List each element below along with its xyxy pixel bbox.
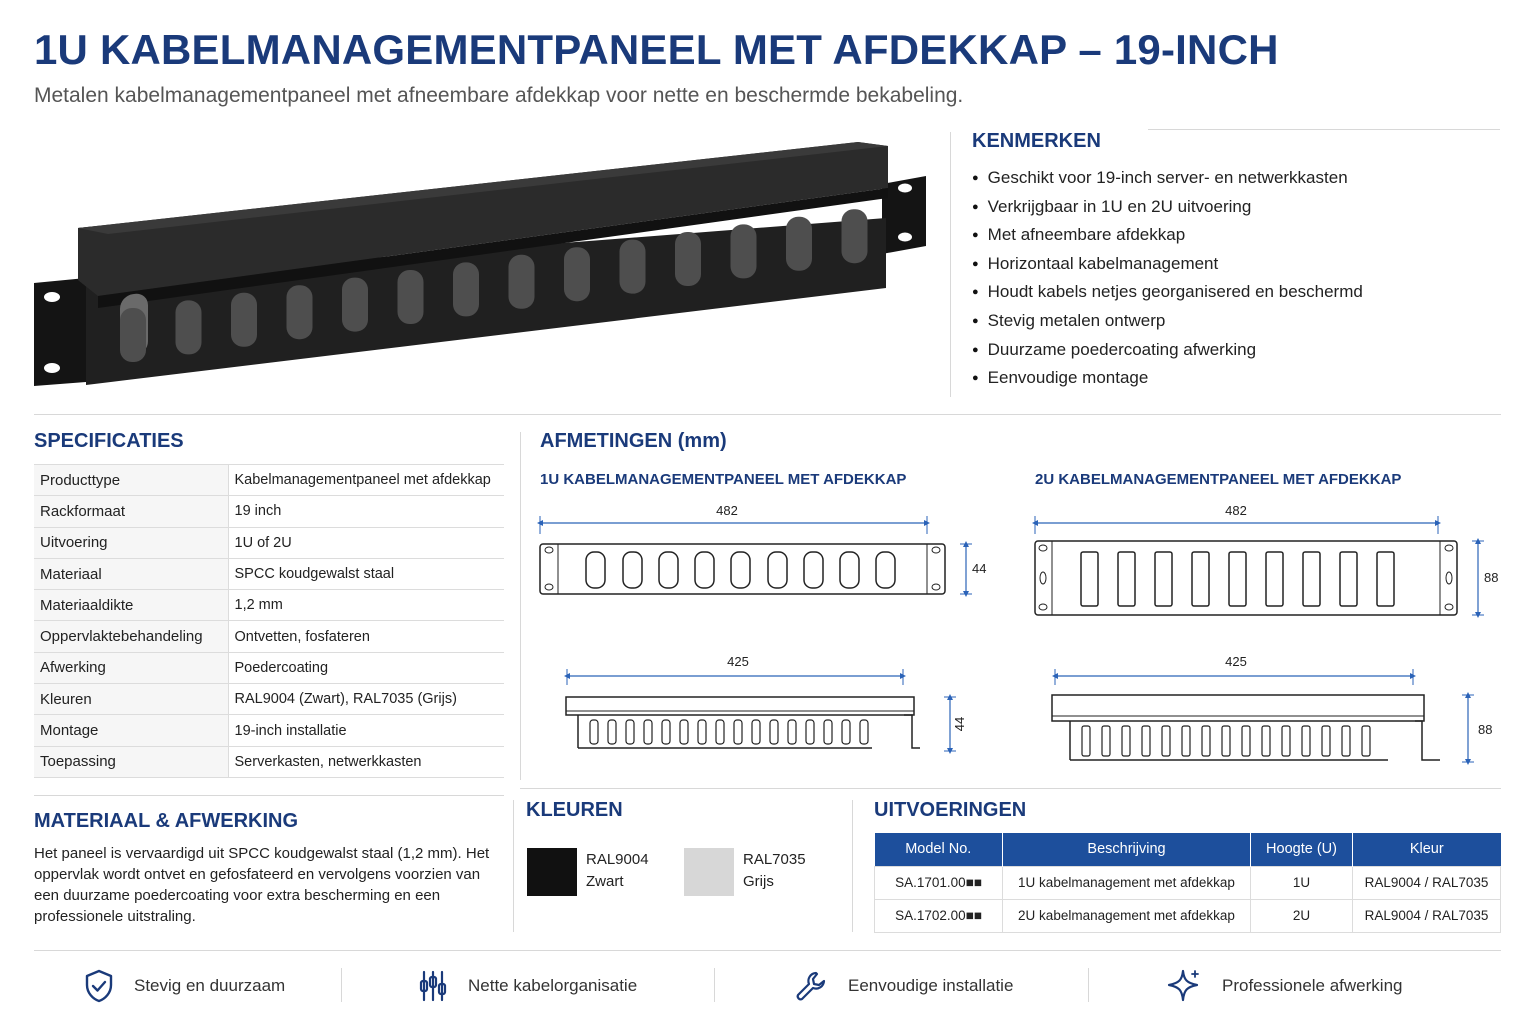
footer-label: Professionele afwerking: [1222, 976, 1403, 995]
dim-1u-height: 44: [972, 561, 987, 576]
features-title: KENMERKEN: [972, 130, 1101, 152]
panel-slot: [231, 293, 257, 347]
column-header: Kleur: [1353, 833, 1501, 866]
spec-label: Rackformaat: [34, 496, 228, 527]
spec-label: Afwerking: [34, 652, 228, 683]
feature-item: ● Eenvoudige montage: [972, 366, 1363, 395]
panel-slot: [564, 247, 590, 301]
feature-item: ● Horizontaal kabelmanagement: [972, 252, 1363, 281]
spec-value: 19-inch installatie: [228, 715, 504, 746]
footer-item-installation: [794, 968, 1013, 1004]
sparkle-icon: [1166, 968, 1202, 1004]
color-swatch-black: [527, 848, 577, 896]
table-header-row: [875, 833, 1501, 866]
table-row: [34, 527, 504, 558]
panel-slot: [342, 278, 368, 332]
table-row: [34, 465, 504, 496]
dim-2u-depth: 425: [1225, 654, 1247, 669]
spec-value: 1U of 2U: [228, 527, 504, 558]
dim-1u-side-height: 44: [952, 716, 967, 732]
spec-label: Montage: [34, 715, 228, 746]
feature-item: ● Verkrijgbaar in 1U en 2U uitvoering: [972, 195, 1363, 224]
page-subtitle: Metalen kabelmanagementpaneel met afneembare afdekkap voor nette en beschermde bekabeling.: [34, 84, 964, 107]
panel-2u-title: 2U KABELMANAGEMENTPANEEL MET AFDEKKAP: [1035, 471, 1402, 488]
panel-slot: [120, 308, 146, 362]
feature-item: ● Stevig metalen ontwerp: [972, 309, 1363, 338]
spec-value: 1,2 mm: [228, 590, 504, 621]
table-cell: RAL9004 / RAL7035: [1353, 899, 1501, 932]
spec-value: SPCC koudgewalst staal: [228, 558, 504, 589]
color-name: Grijs: [743, 873, 774, 890]
material-title: MATERIAAL & AFWERKING: [34, 810, 299, 832]
spec-value: Poedercoating: [228, 652, 504, 683]
table-cell: 1U: [1251, 866, 1353, 899]
dimensions-title: AFMETINGEN (mm): [540, 430, 727, 452]
product-image: [20, 120, 940, 410]
table-row: [34, 652, 504, 683]
panel-slot: [453, 262, 479, 316]
table-row: [34, 746, 504, 777]
spec-label: Materiaaldikte: [34, 590, 228, 621]
panel-slot: [731, 224, 757, 278]
dim-1u-width: 482: [716, 503, 738, 518]
table-cell: 2U: [1251, 899, 1353, 932]
footer-label: Stevig en duurzaam: [134, 976, 286, 995]
spec-value: Serverkasten, netwerkkasten: [228, 746, 504, 777]
spec-value: RAL9004 (Zwart), RAL7035 (Grijs): [228, 684, 504, 715]
material-text: Het paneel is vervaardigd uit SPCC koudgewalst staal (1,2 mm). Het oppervlak wordt ontvet en gefosfateerd en vervolgens voorzien van een duurzame poedercoating voor extra bescherming en een professionele uitstraling.: [34, 845, 490, 925]
footer-label: Nette kabelorganisatie: [468, 976, 638, 995]
page-title: 1U KABELMANAGEMENTPANEEL MET AFDEKKAP – 19-INCH: [34, 26, 1279, 73]
column-header: Model No.: [875, 833, 1003, 866]
spec-label: Toepassing: [34, 746, 228, 777]
color-name: Zwart: [586, 873, 624, 890]
spec-value: 19 inch: [228, 496, 504, 527]
panel-slot: [675, 232, 701, 286]
specs-title: SPECIFICATIES: [34, 430, 184, 452]
shield-check-icon: [84, 969, 114, 1003]
feature-item: ● Geschikt voor 19-inch server- en netwerkkasten: [972, 166, 1363, 195]
spec-label: Materiaal: [34, 558, 228, 589]
table-cell: SA.1701.00■■: [875, 866, 1003, 899]
feature-item: ● Houdt kabels netjes georganisered en beschermd: [972, 280, 1363, 309]
cable-organizer-icon: [418, 969, 448, 1003]
panel-slot: [398, 270, 424, 324]
table-cell: SA.1702.00■■: [875, 899, 1003, 932]
panel-slot: [842, 209, 868, 263]
dim-2u-height: 88: [1484, 570, 1499, 585]
panel-slot: [287, 285, 313, 339]
table-row: [875, 899, 1501, 932]
spec-value: Kabelmanagementpaneel met afdekkap: [228, 465, 504, 496]
panel-slot: [786, 217, 812, 271]
spec-value: Ontvetten, fosfateren: [228, 621, 504, 652]
feature-item: ● Duurzame poedercoating afwerking: [972, 338, 1363, 367]
specs-table: [34, 464, 504, 778]
variants-table: [874, 833, 1501, 933]
color-code: RAL9004: [586, 851, 649, 868]
features-list: [972, 166, 1363, 395]
table-row: [875, 866, 1501, 899]
table-row: [34, 496, 504, 527]
table-cell: 1U kabelmanagement met afdekkap: [1003, 866, 1251, 899]
table-row: [34, 715, 504, 746]
footer-item-finish: [1166, 968, 1402, 1004]
color-code: RAL7035: [743, 851, 806, 868]
color-label-grey: [743, 849, 806, 893]
spec-label: Oppervlaktebehandeling: [34, 621, 228, 652]
table-row: [34, 621, 504, 652]
table-cell: RAL9004 / RAL7035: [1353, 866, 1501, 899]
spec-label: Producttype: [34, 465, 228, 496]
spec-label: Kleuren: [34, 684, 228, 715]
spec-label: Uitvoering: [34, 527, 228, 558]
footer-label: Eenvoudige installatie: [848, 976, 1014, 995]
panel-slot: [620, 240, 646, 294]
panel-slot: [509, 255, 535, 309]
table-cell: 2U kabelmanagement met afdekkap: [1003, 899, 1251, 932]
dimension-drawings: [520, 490, 1520, 780]
panel-1u-title: 1U KABELMANAGEMENTPANEEL MET AFDEKKAP: [540, 471, 907, 488]
dim-2u-side-height: 88: [1478, 722, 1493, 737]
color-label-black: [586, 849, 649, 893]
colors-title: KLEUREN: [526, 799, 623, 821]
footer-item-cables: [418, 968, 637, 1004]
table-row: [34, 558, 504, 589]
dim-1u-depth: 425: [727, 654, 749, 669]
color-swatch-grey: [684, 848, 734, 896]
column-header: Beschrijving: [1003, 833, 1251, 866]
footer-item-durable: [84, 968, 285, 1004]
dim-2u-width: 482: [1225, 503, 1247, 518]
table-row: [34, 590, 504, 621]
table-row: [34, 684, 504, 715]
panel-slot: [176, 300, 202, 354]
wrench-icon: [794, 969, 828, 1003]
feature-item: ● Met afneembare afdekkap: [972, 223, 1363, 252]
column-header: Hoogte (U): [1251, 833, 1353, 866]
variants-title: UITVOERINGEN: [874, 799, 1027, 821]
